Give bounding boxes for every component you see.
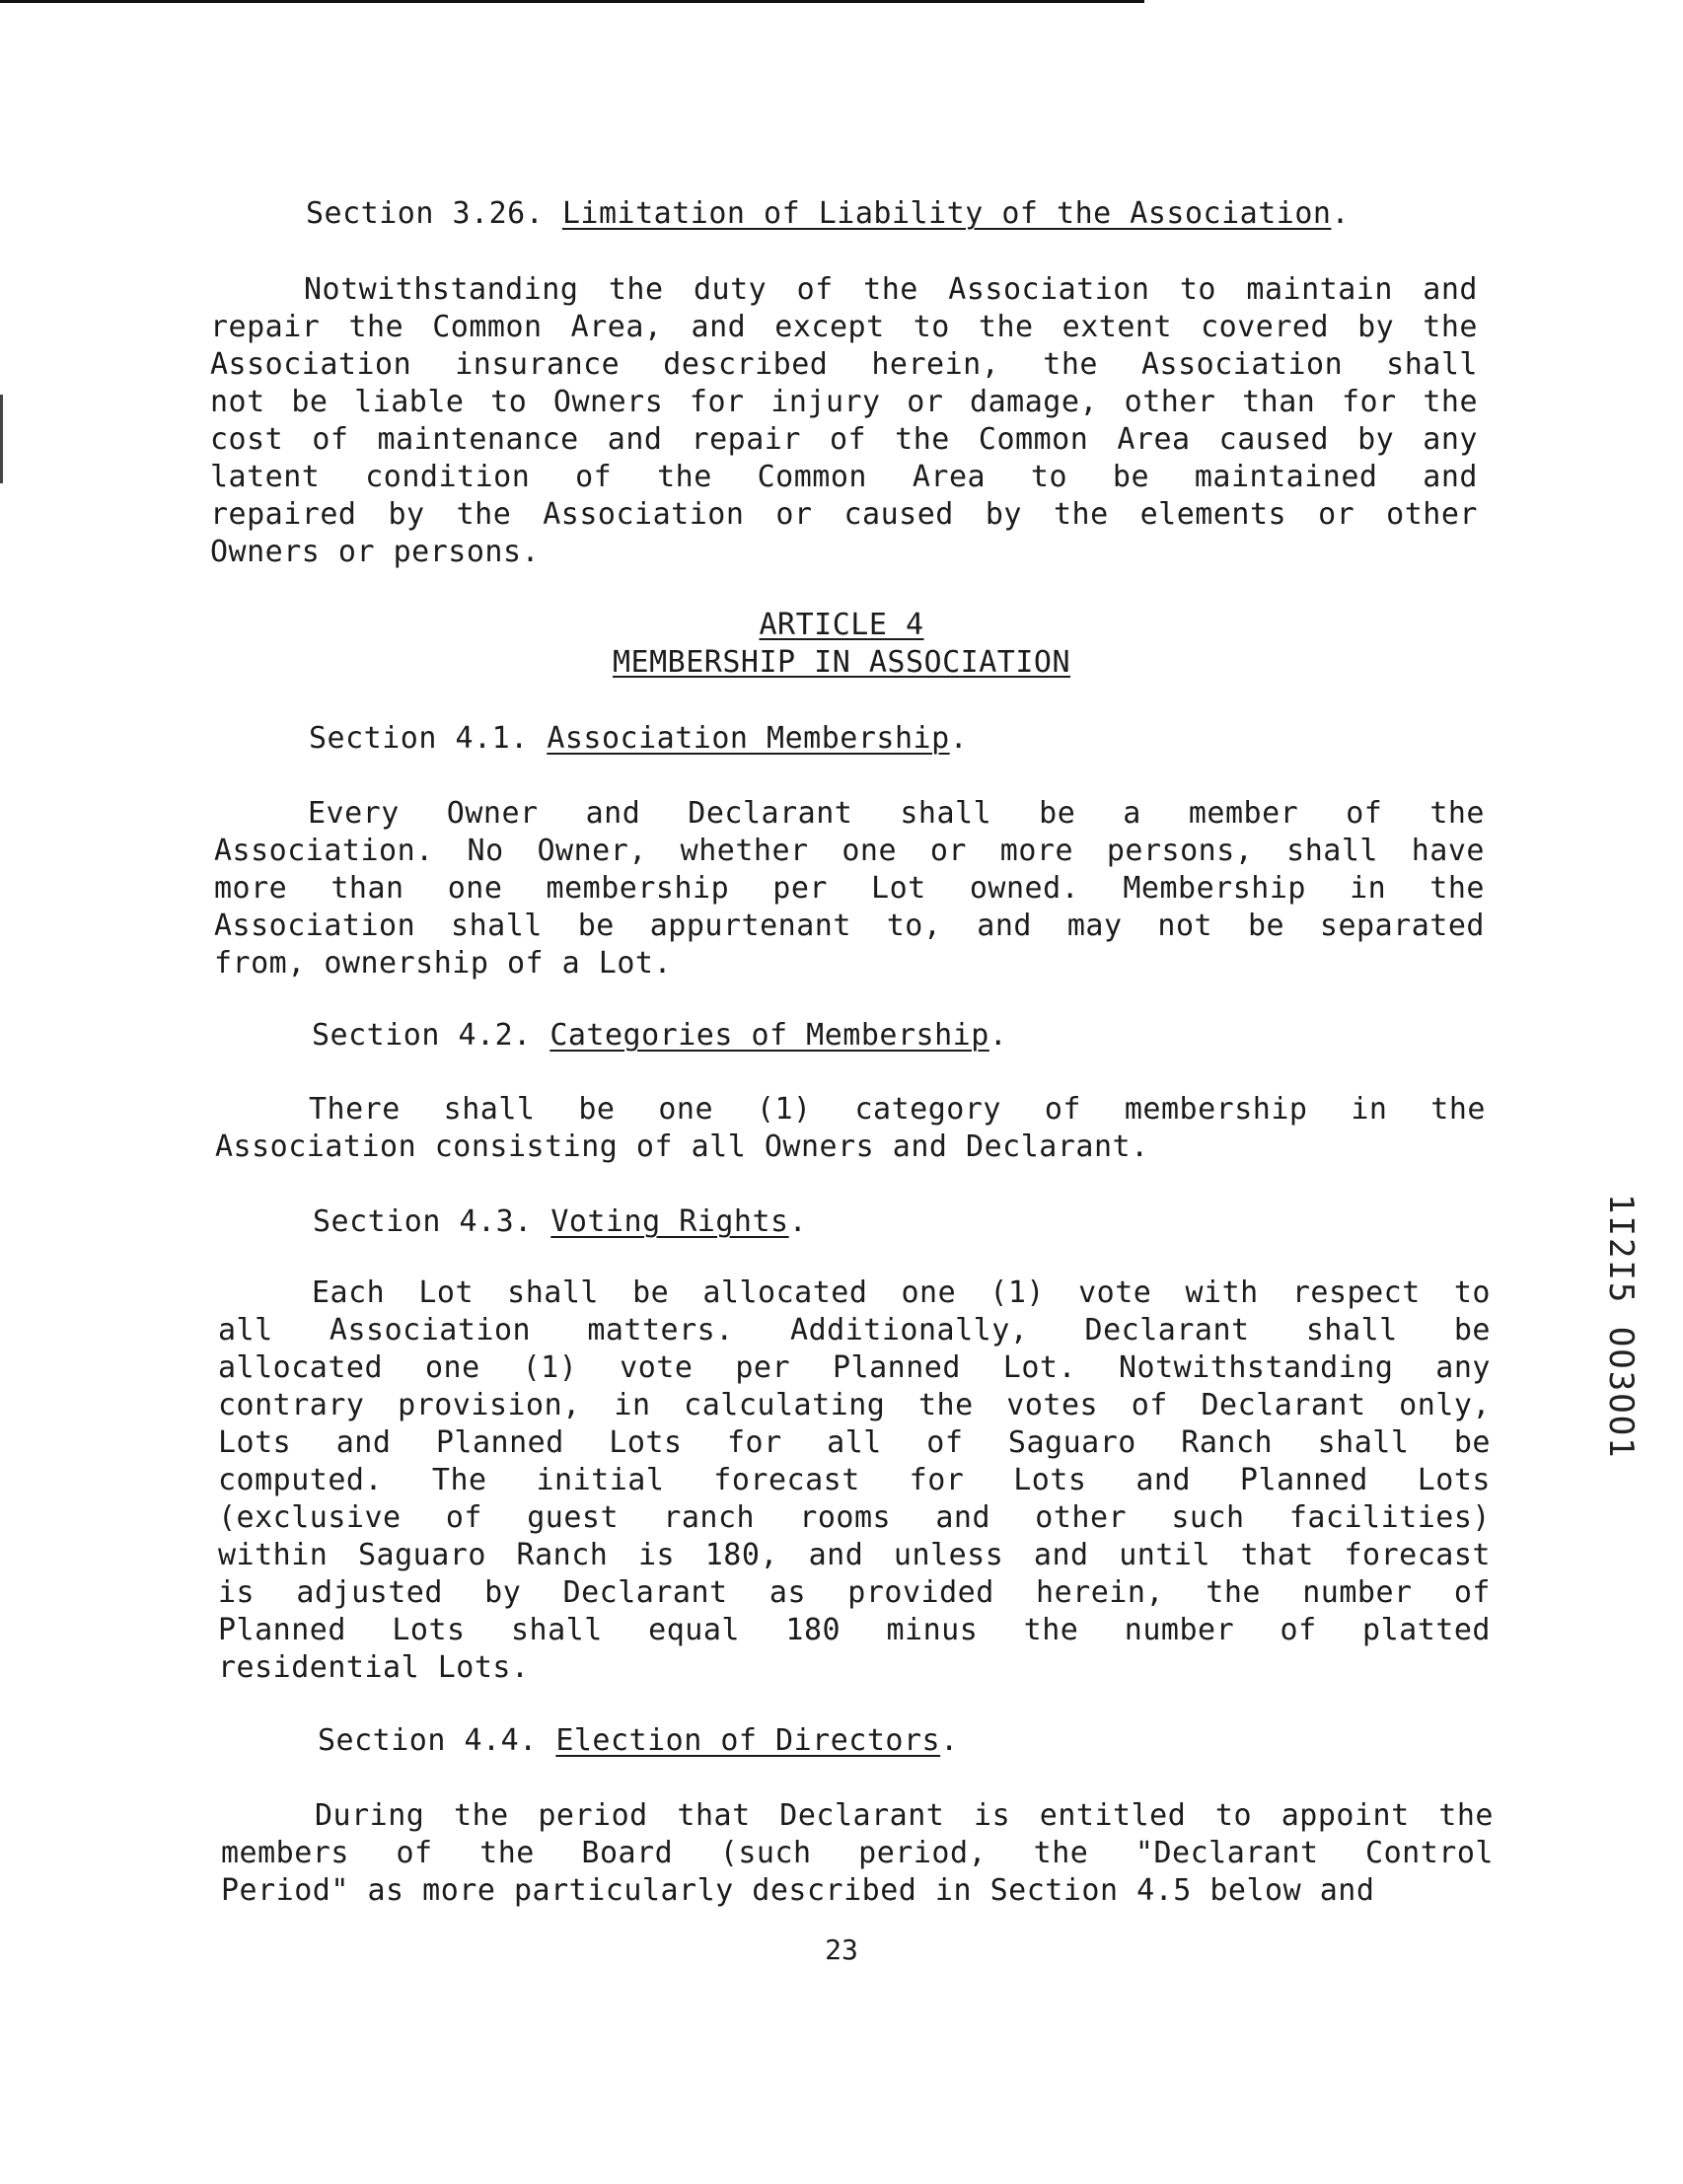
section-prefix: Section 4.4. — [318, 1723, 556, 1758]
paragraph-line: Association consisting of all Owners and Declarant. — [215, 1129, 1149, 1164]
paragraph-line: Association. No Owner, whether one or more persons, shall have — [214, 834, 1485, 868]
section-title: Election of Directors — [555, 1723, 941, 1758]
paragraph-line: Notwithstanding the duty of the Association to maintain and — [304, 272, 1478, 307]
section-suffix: . — [988, 1018, 1008, 1053]
paragraph-line: Lots and Planned Lots for all of Saguaro Ranch shall be — [218, 1425, 1491, 1460]
section-3-26-body — [210, 271, 1478, 571]
paragraph-line: Owners or persons. — [210, 535, 541, 569]
section-title: Limitation of Liability of the Association — [561, 196, 1332, 231]
paragraph-line: Every Owner and Declarant shall be a member of the — [308, 796, 1485, 831]
top-border — [0, 0, 1144, 3]
paragraph-line: (exclusive of guest ranch rooms and other such facilities) — [218, 1500, 1491, 1535]
section-4-4-body — [221, 1797, 1494, 1910]
paragraph-line: Association insurance described herein, the Association shall — [210, 347, 1478, 382]
section-4-4-heading — [318, 1722, 959, 1760]
paragraph-line: Each Lot shall be allocated one (1) vote with respect to — [312, 1275, 1491, 1310]
paragraph-line: all Association matters. Additionally, Declarant shall be — [218, 1313, 1491, 1347]
paragraph-line: residential Lots. — [218, 1650, 530, 1685]
section-prefix: Section 4.1. — [309, 721, 548, 756]
section-3-26-heading — [306, 195, 1350, 233]
article-number: ARTICLE 4 — [759, 608, 924, 642]
paragraph-line: cost of maintenance and repair of the Common Area caused by any — [210, 422, 1478, 457]
paragraph-line: contrary provision, in calculating the votes of Declarant only, — [218, 1388, 1491, 1422]
section-4-3-heading — [313, 1203, 807, 1241]
section-title: Categories of Membership — [549, 1018, 989, 1053]
paragraph-line: computed. The initial forecast for Lots and Planned Lots — [218, 1463, 1491, 1497]
paragraph-line: Association shall be appurtenant to, and may not be separated — [214, 909, 1485, 943]
paragraph-line: from, ownership of a Lot. — [214, 946, 673, 981]
section-prefix: Section 3.26. — [306, 196, 562, 231]
paragraph-line: more than one membership per Lot owned. Membership in the — [214, 871, 1485, 906]
section-title: Association Membership — [547, 721, 950, 756]
section-suffix: . — [1331, 196, 1351, 231]
paragraph-line: repaired by the Association or caused by the elements or other — [210, 497, 1478, 532]
section-suffix: . — [949, 721, 969, 756]
paragraph-line: allocated one (1) vote per Planned Lot. Notwithstanding any — [218, 1350, 1491, 1385]
section-suffix: . — [788, 1204, 808, 1239]
article-heading — [0, 607, 1683, 682]
paragraph-line: not be liable to Owners for injury or damage, other than for the — [210, 385, 1478, 419]
side-stamp — [1595, 1194, 1654, 1588]
section-4-1-heading — [309, 720, 968, 758]
paragraph-line: members of the Board (such period, the "Declarant Control — [221, 1836, 1494, 1870]
section-suffix: . — [940, 1723, 959, 1758]
side-stamp-text: 1I2I5 OO3OO1 — [1601, 1194, 1641, 1460]
page-number: 23 — [825, 1933, 858, 1966]
paragraph-line: There shall be one (1) category of membership in the — [309, 1092, 1486, 1127]
section-4-2-heading — [312, 1017, 1007, 1055]
section-prefix: Section 4.3. — [313, 1204, 551, 1239]
section-title: Voting Rights — [550, 1204, 789, 1239]
paragraph-line: Period" as more particularly described in Section 4.5 below and — [221, 1873, 1375, 1908]
paragraph-line: within Saguaro Ranch is 180, and unless and until that forecast — [218, 1538, 1491, 1572]
paragraph-line: is adjusted by Declarant as provided herein, the number of — [218, 1575, 1491, 1610]
article-title: MEMBERSHIP IN ASSOCIATION — [612, 645, 1071, 680]
paragraph-line: repair the Common Area, and except to the extent covered by the — [210, 310, 1478, 344]
section-4-3-body — [218, 1274, 1491, 1687]
paragraph-line: During the period that Declarant is entitled to appoint the — [315, 1798, 1494, 1833]
section-4-2-body — [215, 1091, 1486, 1166]
section-4-1-body — [214, 795, 1485, 983]
section-prefix: Section 4.2. — [312, 1018, 550, 1053]
paragraph-line: Planned Lots shall equal 180 minus the number of platted — [218, 1613, 1491, 1647]
left-edge-mark — [0, 395, 3, 483]
paragraph-line: latent condition of the Common Area to be maintained and — [210, 460, 1478, 494]
